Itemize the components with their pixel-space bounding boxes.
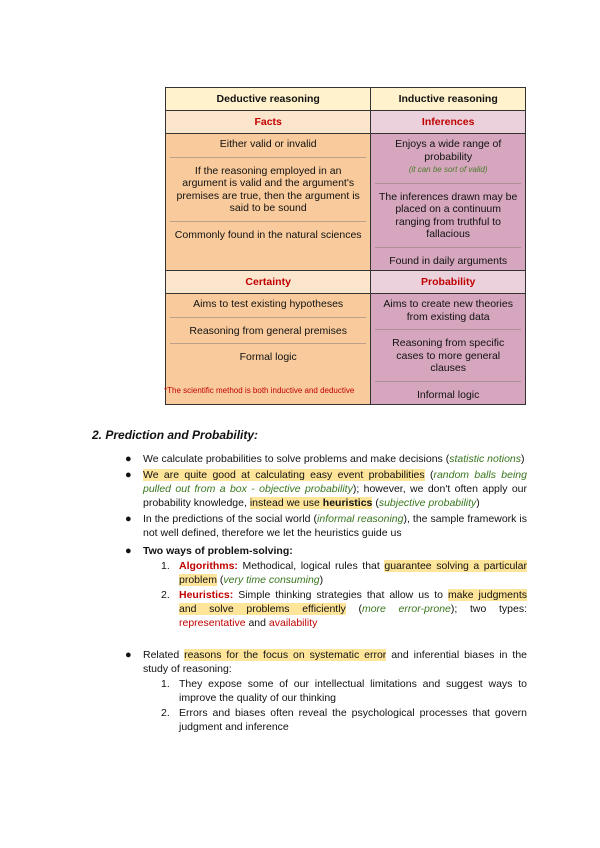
bullet-icon: ● — [125, 453, 132, 465]
header-deductive: Deductive reasoning — [166, 88, 371, 111]
facts-item: Commonly found in the natural sciences — [174, 228, 362, 241]
divider — [375, 381, 521, 382]
certainty-item: Formal logic — [239, 351, 297, 363]
section-heading: 2. Prediction and Probability: — [92, 428, 259, 442]
divider — [170, 343, 366, 344]
header-inductive: Inductive reasoning — [371, 88, 526, 111]
divider — [170, 317, 366, 318]
probability-label: Probability — [371, 271, 526, 294]
ordered-item: 2. Errors and biases often reveal the psychological processes that govern judgment and inference — [161, 707, 527, 733]
inferences-item: The inferences drawn may be placed on a continuum ranging from truthful to fallacious — [379, 190, 518, 240]
table-footnote: *The scientific method is both inductive and deductive — [164, 386, 355, 395]
inferences-item — [371, 134, 525, 180]
ordered-item: 1. They expose some of our intellectual limitations and suggest ways to improve the quality of our thinking — [161, 678, 527, 704]
facts-label: Facts — [166, 111, 371, 134]
divider — [170, 157, 366, 158]
bullet-icon: ● — [125, 545, 132, 557]
divider — [375, 247, 521, 248]
facts-item: Either valid or invalid — [219, 138, 317, 150]
certainty-item: Aims to test existing hypotheses — [193, 298, 344, 310]
inferences-item: Found in daily arguments — [389, 254, 508, 267]
ordered-item: 1. Algorithms: Methodical, logical rules that guarantee solving a particular problem (very time consuming) — [161, 560, 527, 586]
list-item — [125, 544, 527, 630]
probability-cell — [371, 294, 526, 405]
certainty-item: Reasoning from general premises — [189, 324, 347, 337]
probability-item: Reasoning from specific cases to more general clauses — [392, 337, 505, 374]
ordered-list — [161, 677, 527, 734]
list-item: ● We are quite good at calculating easy event probabilities (random balls being pulled out from a box - objective probability); however, we don't often apply our probability knowledge, instead we use heuristics (subjective probability) — [125, 469, 528, 509]
bullet-icon: ● — [125, 649, 132, 661]
inferences-cell — [371, 134, 526, 271]
ordered-item: 2. Heuristics: Simple thinking strategies that allow us to make judgments and solve problems efficiently (more error-prone); two types: representative and availability — [161, 589, 528, 629]
certainty-label: Certainty — [166, 271, 371, 294]
problem-solving-title: Two ways of problem-solving: — [143, 545, 293, 557]
list-item: ● We calculate probabilities to solve problems and make decisions (statistic notions) — [125, 453, 525, 465]
divider — [375, 329, 521, 330]
inferences-item-text: Enjoys a wide range of probability — [395, 138, 502, 163]
list-item: ● In the predictions of the social world (informal reasoning), the sample framework is not well defined, therefore we let the heuristics guide us — [125, 513, 527, 539]
divider — [375, 183, 521, 184]
facts-item: If the reasoning employed in an argument is valid and the argument's premises are true, then the argument is said to be sound — [176, 164, 360, 214]
ordered-list — [161, 559, 527, 630]
probability-item: Aims to create new theories from existing data — [383, 298, 513, 323]
list-item: ● Related reasons for the focus on systematic error and inferential biases in the study of reasoning: 1. They expose some of our intellectual limitations and suggest ways to improve the quality of our thinking 2. Errors and biases often reveal the psychological processes that govern judgment and inference — [125, 649, 527, 733]
inferences-note: (it can be sort of valid) — [408, 165, 488, 174]
bullet-icon: ● — [125, 513, 132, 525]
bullet-icon: ● — [125, 469, 132, 481]
probability-item: Informal logic — [416, 388, 480, 401]
divider — [170, 221, 366, 222]
reasoning-comparison-table — [165, 87, 526, 405]
inferences-label: Inferences — [371, 111, 526, 134]
facts-cell — [166, 134, 371, 271]
bullet-list — [125, 452, 527, 736]
